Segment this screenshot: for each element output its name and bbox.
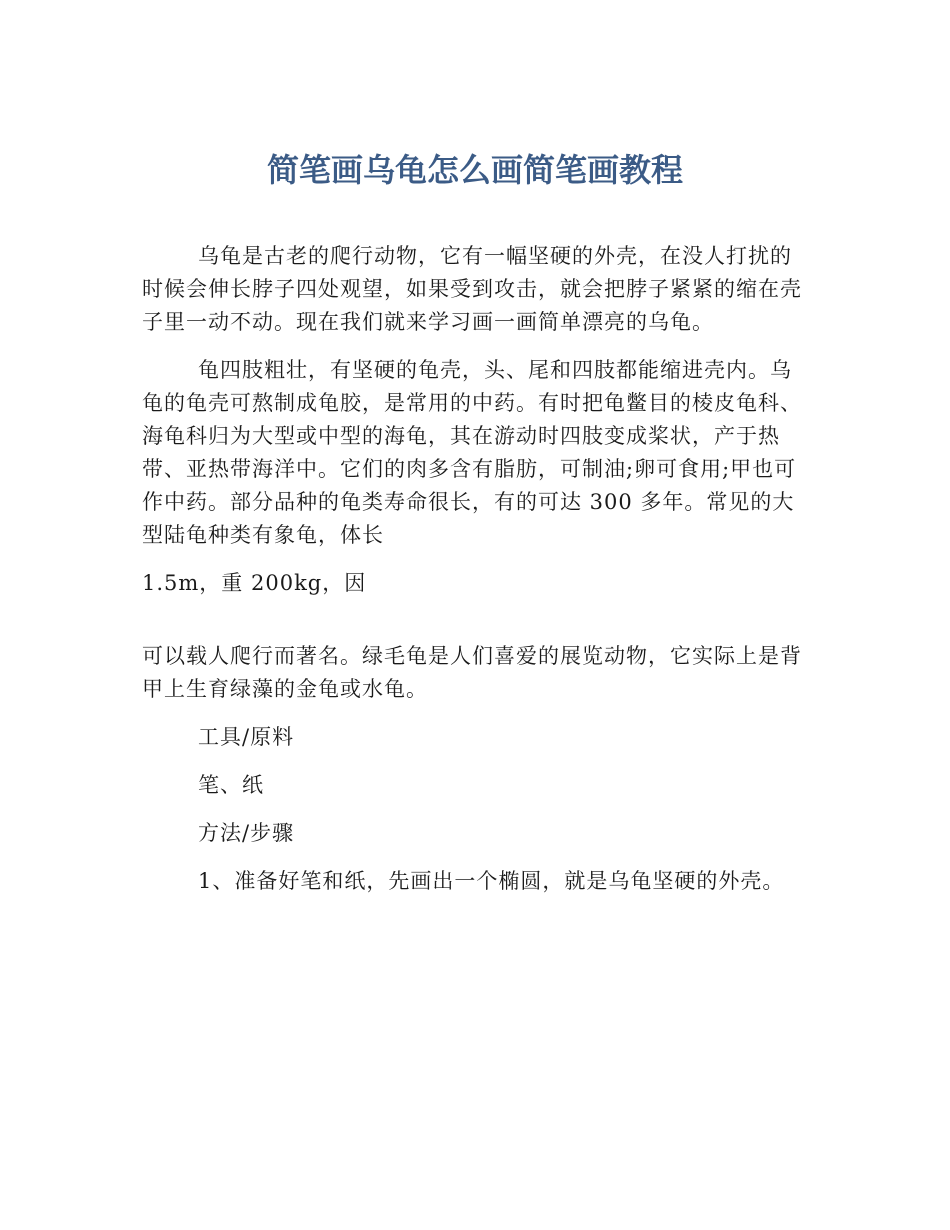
document-body xyxy=(142,240,810,913)
step-1: 1、准备好笔和纸，先画出一个椭圆，就是乌龟坚硬的外壳。 xyxy=(198,869,785,893)
intro-paragraph: 乌龟是古老的爬行动物，它有一幅坚硬的外壳，在没人打扰的时候会伸长脖子四处观望，如果受到攻击，就会把脖子紧紧的缩在壳子里一动不动。现在我们就来学习画一画简单漂亮的乌龟。 xyxy=(142,244,802,334)
tools-heading: 工具/原料 xyxy=(198,725,295,749)
description-paragraph-continued: 1.5m，重 200kg，因 xyxy=(142,571,367,595)
tools-list: 笔、纸 xyxy=(198,773,264,797)
green-turtle-paragraph: 可以载人爬行而著名。绿毛龟是人们喜爱的展览动物，它实际上是背甲上生育绿藻的金龟或水龟。 xyxy=(142,644,802,701)
steps-heading: 方法/步骤 xyxy=(198,821,295,845)
description-paragraph: 龟四肢粗壮，有坚硬的龟壳，头、尾和四肢都能缩进壳内。乌龟的龟壳可熬制成龟胶，是常用的中药。有时把龟鳖目的棱皮龟科、海龟科归为大型或中型的海龟，其在游动时四肢变成桨状，产于热带、亚热带海洋中。它们的肉多含有脂肪，可制油;卵可食用;甲也可作中药。部分品种的龟类寿命很长，有的可达 300 多年。常见的大型陆龟种类有象龟，体长 xyxy=(142,358,802,547)
document-title: 简笔画乌龟怎么画简笔画教程 xyxy=(266,151,683,189)
